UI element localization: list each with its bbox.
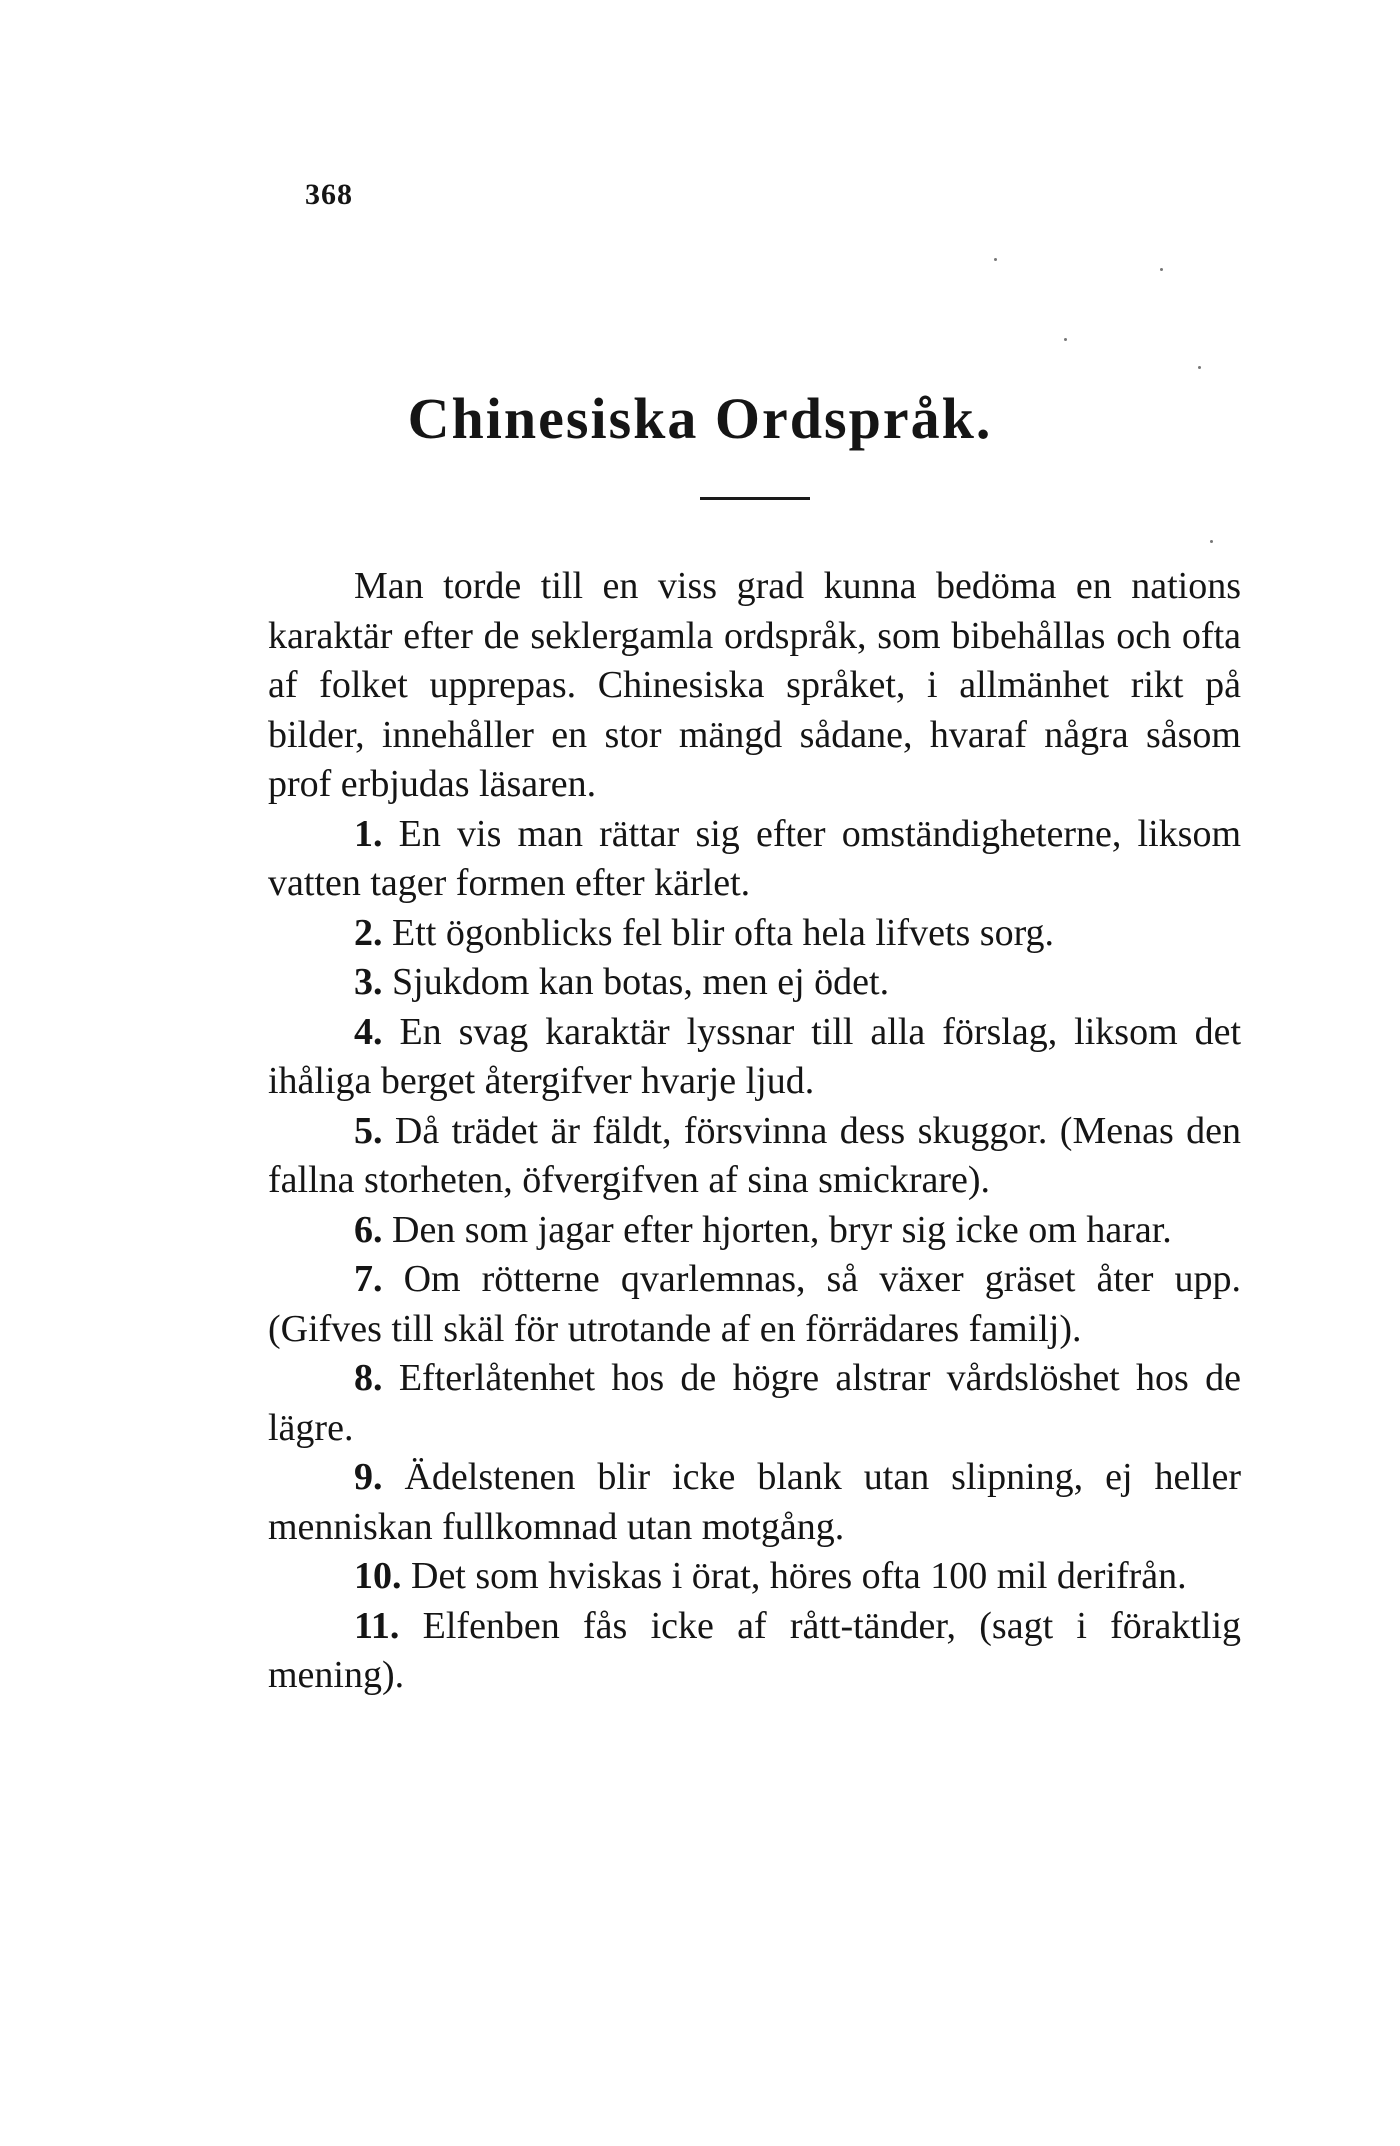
- article-body: [268, 562, 1241, 1701]
- proverb-text: Efterlåtenhet hos de högre alstrar vårdslöshet hos de lägre.: [268, 1357, 1241, 1449]
- proverb-item: [268, 1255, 1241, 1354]
- proverb-text: Ett ögonblicks fel blir ofta hela lifvets sorg.: [392, 911, 1055, 954]
- title-divider: [700, 497, 810, 500]
- proverb-text: Då trädet är fäldt, försvinna dess skuggor. (Menas den fallna storheten, öfvergifven af sina smickrare).: [268, 1109, 1242, 1201]
- proverb-number: 11.: [354, 1604, 400, 1647]
- proverb-item: [268, 909, 1241, 959]
- proverb-text: Elfenben fås icke af rått-tänder, (sagt i föraktlig mening).: [268, 1604, 1241, 1696]
- proverb-item: [268, 1206, 1241, 1256]
- proverb-text: Den som jagar efter hjorten, bryr sig icke om harar.: [392, 1208, 1172, 1251]
- proverb-number: 1.: [354, 812, 383, 855]
- intro-paragraph: Man torde till en viss grad kunna bedöma en nations karaktär efter de seklergamla ordspråk, som bibehållas och ofta af folket upprepas. Chinesiska språket, i allmänhet rikt på bilder, innehåller en stor mängd sådane, hvaraf några såsom prof erbjudas läsaren.: [268, 565, 1241, 805]
- proverb-text: En vis man rättar sig efter omständigheterne, liksom vatten tager formen efter kärlet.: [268, 812, 1242, 904]
- proverb-number: 8.: [354, 1357, 383, 1399]
- proverb-text: Sjukdom kan botas, men ej ödet.: [392, 961, 890, 1003]
- proverb-number: 3.: [354, 961, 383, 1003]
- print-speck: [1064, 338, 1067, 341]
- proverb-text: Ädelstenen blir icke blank utan slipning, ej heller menniskan fullkomnad utan motgång.: [268, 1456, 1241, 1548]
- proverb-number: 7.: [354, 1258, 383, 1300]
- proverb-item: [268, 810, 1241, 909]
- proverb-item: [268, 1453, 1241, 1552]
- proverb-item: [268, 1602, 1241, 1701]
- print-speck: [1160, 268, 1163, 271]
- proverb-text: En svag karaktär lyssnar till alla förslag, liksom det ihåliga berget återgifver hvarje ljud.: [268, 1010, 1242, 1102]
- print-speck: [994, 258, 997, 261]
- proverb-number: 10.: [354, 1555, 402, 1597]
- page-number: 368: [305, 178, 353, 211]
- page-title: Chinesiska Ordspråk.: [407, 386, 993, 451]
- proverb-number: 2.: [354, 911, 383, 954]
- proverb-item: [268, 1552, 1241, 1602]
- proverb-item: [268, 1354, 1241, 1453]
- print-speck: [1210, 540, 1213, 543]
- proverb-number: 6.: [354, 1208, 383, 1251]
- proverb-item: [268, 1008, 1241, 1107]
- proverb-item: [268, 1107, 1241, 1206]
- print-speck: [1198, 366, 1201, 369]
- proverb-item: [268, 958, 1241, 1008]
- proverb-number: 9.: [354, 1456, 383, 1498]
- proverb-number: 5.: [354, 1109, 383, 1152]
- proverb-text: Det som hviskas i örat, höres ofta 100 mil derifrån.: [411, 1555, 1187, 1597]
- proverb-text: Om rötterne qvarlemnas, så växer gräset åter upp. (Gifves till skäl för utrotande af en förrädares familj).: [268, 1258, 1242, 1350]
- proverb-number: 4.: [354, 1010, 383, 1053]
